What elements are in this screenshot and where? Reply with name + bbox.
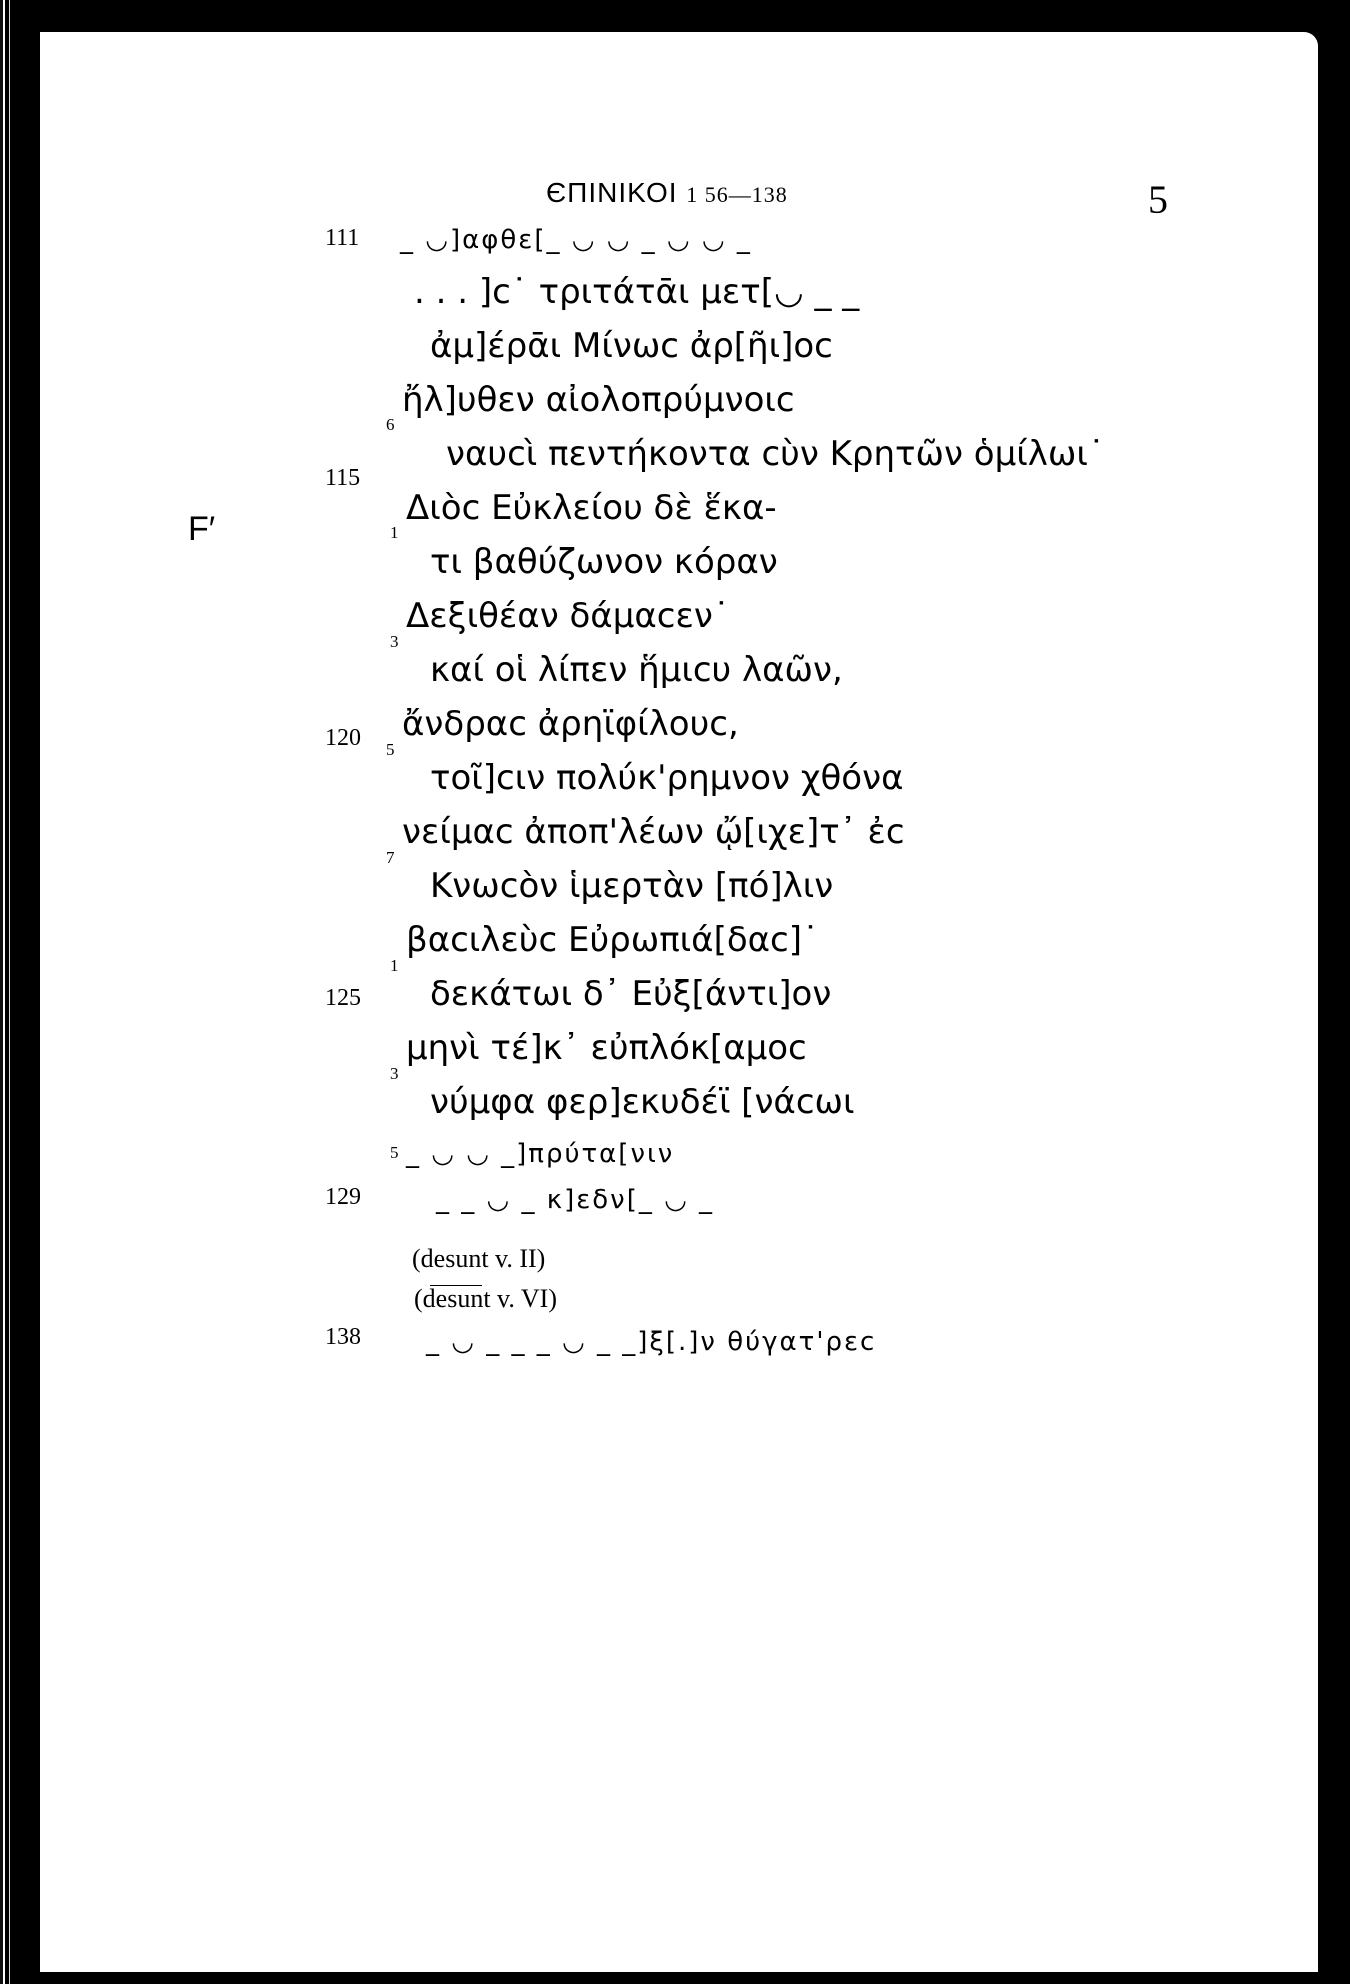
header-title: ЄΠΙΝΙΚΟΙ <box>546 177 678 208</box>
strophe-number: 6 <box>386 415 395 434</box>
lacuna-note: (desunt v. II) <box>412 1244 546 1273</box>
strophe-number: 5 <box>386 740 395 759</box>
verse-line: . . . ]c˙ τριτάτᾱι μετ[◡ _ _ <box>414 272 860 312</box>
strophe-number: 1 <box>390 523 399 542</box>
verse-line: ἤλ]υθεν αἰολοπρύμνοιc <box>402 380 795 420</box>
page-number: 5 <box>1148 177 1168 222</box>
verse-line: νύμφα φερ]εκυδέϊ [νάcωι <box>430 1082 855 1122</box>
sidenote-fragment: F′ <box>188 510 216 548</box>
strophe-number: 1 <box>390 956 399 975</box>
verse-line: δεκάτωι δ᾽ Εὐξ[άντι]ον <box>430 974 832 1014</box>
verse-line: Κνωcὸν ἱμερτὰν [πό]λιν <box>430 866 834 906</box>
verse-line: τοῖ]cιν πολύκ'ρημνον χθόνα <box>430 758 904 798</box>
verse-line: τι βαθύζωνον κόραν <box>430 542 778 582</box>
line-number-138: 138 <box>325 1324 361 1350</box>
verse-line: ἄνδραc ἀρηϊφίλουc, <box>402 704 739 744</box>
line-number-120: 120 <box>325 725 361 751</box>
line-number-125: 125 <box>325 985 361 1011</box>
scan-edge <box>0 0 12 1984</box>
strophe-number: 3 <box>390 632 399 651</box>
strophe-number: 3 <box>390 1064 399 1083</box>
header-range: 1 56—138 <box>686 182 788 207</box>
verse-line: ἀμ]έρᾱι Μίνωc ἀρ[ῆι]οc <box>430 326 833 366</box>
verse-line: ναυcὶ πεντήκοντα cὺν Κρητῶν ὁμίλωι˙ <box>446 434 1105 474</box>
verse-line: _ ◡]αφθε[_ ◡ ◡ _ ◡ ◡ _ <box>400 225 752 255</box>
verse-line: βαcιλεὺc Εὐρωπιά[δαc]˙ <box>406 920 820 960</box>
line-number-129: 129 <box>325 1184 361 1210</box>
verse-line: Διὸc Εὐκλείου δὲ ἕκα- <box>406 488 777 528</box>
strophe-number: 5 <box>390 1143 399 1162</box>
verse-line: νείμαc ἀποπ'λέων ᾤ[ιχε]τ᾽ ἐc <box>402 812 905 852</box>
lacuna-note: (desunt v. VI) <box>414 1284 557 1313</box>
verse-line: _ _ ◡ _ κ]εδν[_ ◡ _ <box>436 1185 715 1215</box>
running-header <box>546 177 788 209</box>
strophe-number: 7 <box>386 848 395 867</box>
verse-line: Δεξιθέαν δάμαcεν˙ <box>406 596 730 636</box>
line-number-111: 111 <box>325 225 360 251</box>
verse-line: _ ◡ _ _ _ ◡ _ _]ξ[.]ν θύγατ'ρεc <box>426 1327 877 1357</box>
book-page <box>40 32 1318 1972</box>
line-number-115: 115 <box>325 465 361 491</box>
verse-line: καί οἱ λίπεν ἥμιcυ λαῶν, <box>430 650 843 690</box>
verse-line: _ ◡ ◡ _]πρύτα[νιν <box>406 1139 675 1169</box>
verse-line: μηνὶ τέ]κ᾽ εὐπλόκ[αμοc <box>406 1028 807 1068</box>
